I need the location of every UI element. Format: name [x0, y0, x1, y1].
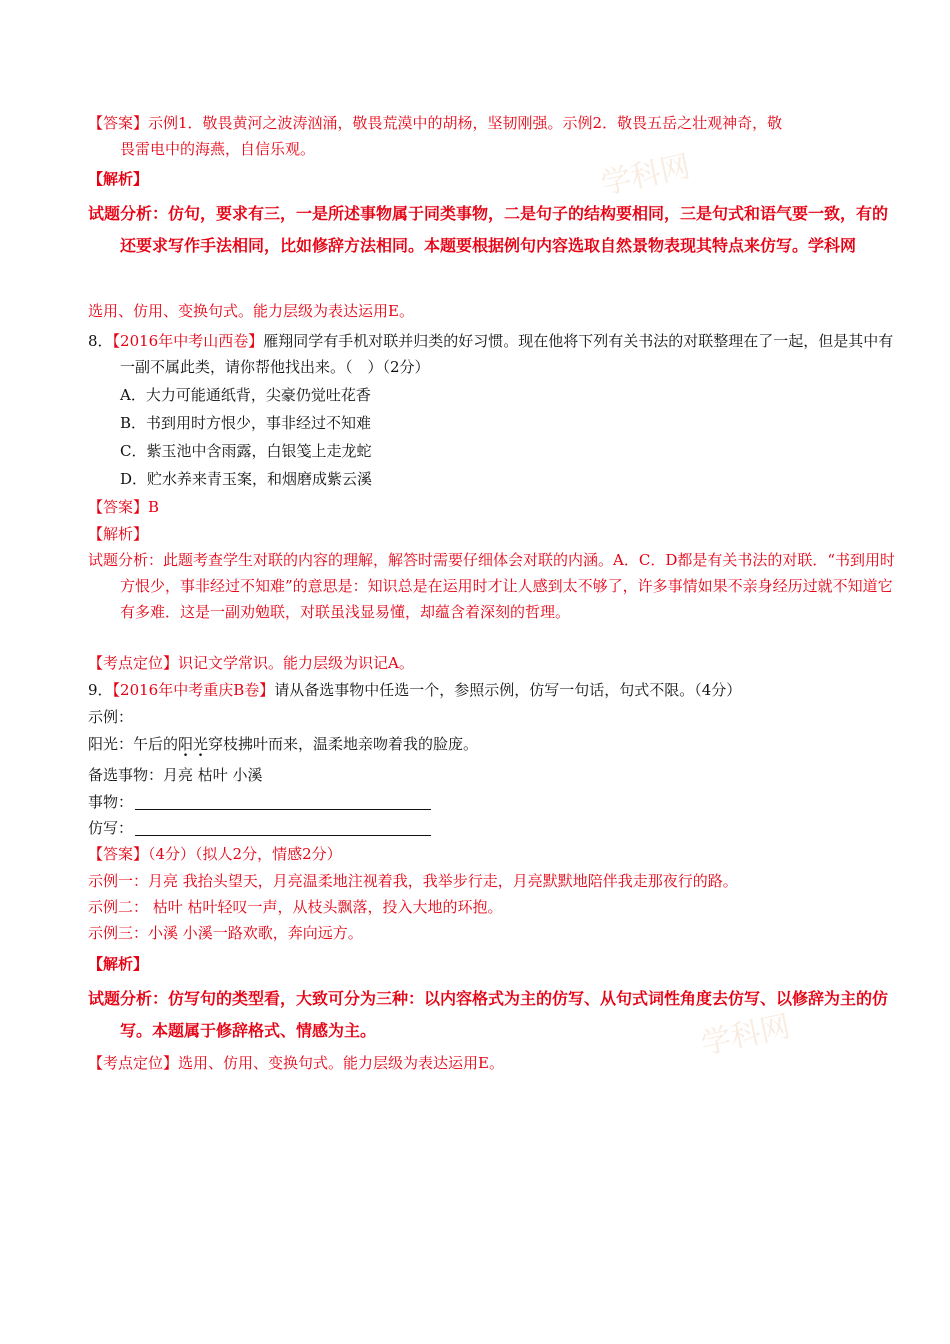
q9-example-label: 示例：: [88, 708, 134, 726]
q8-answer: 【答案】B: [88, 498, 160, 516]
q9-example: [88, 731, 868, 757]
watermark: 学科网: [698, 1008, 794, 1062]
q9-analysis: 试题分析：仿写句的类型看，大致可分为三种：以内容格式为主的仿写、从句式词性角度去仿写、以修辞为主的仿写。本题属于修辞格式、情感为主。: [88, 989, 889, 1040]
q7-kaodian: 选用、仿用、变换句式。能力层级为表达运用E。: [88, 302, 414, 320]
q8-option-a: A．大力可能通纸背，尖豪仍觉吐花香: [120, 386, 371, 404]
q7-answer: [88, 110, 868, 162]
example-emphasis: 阳: [178, 735, 194, 753]
q8-option-c: C．紫玉池中含雨露，白银笺上走龙蛇: [120, 442, 372, 460]
q7-analysis: 试题分析：仿句，要求有三，一是所述事物属于同类事物，二是句子的结构要相同，三是句式和语气要一致，有的还要求写作手法相同，比如修辞方法相同。本题要根据例句内容选取自然景物表现其特点来仿写。学科网: [88, 204, 889, 255]
q9-thing-row: [88, 789, 868, 815]
q8-kaodian: 【考点定位】识记文学常识。能力层级为识记A。: [88, 654, 414, 672]
q8-number: 8．: [88, 332, 113, 350]
q9-kaodian: 【考点定位】选用、仿用、变换句式。能力层级为表达运用E。: [88, 1054, 504, 1072]
q8-source: 【2016年中考山西卷】: [112, 332, 264, 350]
q9-number: 9．: [88, 681, 113, 699]
q9-stem: [88, 677, 868, 703]
q9-source: 【2016年中考重庆B卷】: [112, 681, 275, 699]
example-text: 穿枝拂叶而来，温柔地亲吻着我的脸庞。: [208, 735, 479, 753]
q9-example-3: 示例三：小溪 小溪一路欢歌，奔向远方。: [88, 924, 363, 942]
q8-stem-text: 雁翔同学有手机对联并归类的好习惯。现在他将下列有关书法的对联整理在了一起，但是其中有一副不属此类，请你帮他找出来。（ ）（2分）: [120, 332, 894, 376]
q9-example-2: 示例二： 枯叶 枯叶轻叹一声，从枝头飘落，投入大地的环抱。: [88, 898, 503, 916]
thing-label: 事物：: [88, 793, 134, 811]
q9-example-1: 示例一：月亮 我抬头望天，月亮温柔地注视着我，我举步行走，月亮默默地陪伴我走那夜行的路。: [88, 872, 738, 890]
q9-stem-text: 请从备选事物中任选一个，参照示例，仿写一句话，句式不限。（4分）: [274, 681, 742, 699]
q7-jiexi-heading: 【解析】: [88, 170, 149, 188]
q7-answer-line2: 畏雷电中的海燕，自信乐观。: [120, 140, 316, 158]
example-text: 阳光：午后的: [88, 735, 179, 753]
thing-blank: [135, 791, 431, 810]
example-emphasis: 光: [193, 735, 209, 753]
q8-analysis: 试题分析：此题考查学生对联的内容的理解，解答时需要仔细体会对联的内涵。A．C．D都是有关书法的对联．“书到用时方恨少，事非经过不知难”的意思是：知识总是在运用时才让人感到太不够了，许多事情如果不亲身经历过就不知道它有多难．这是一副劝勉联，对联虽浅显易懂，却蕴含着深刻的哲理。: [88, 551, 896, 621]
q9-imitate-row: [88, 815, 868, 841]
q8-stem: [88, 328, 900, 380]
q8-option-b: B．书到用时方恨少，事非经过不知难: [120, 414, 372, 432]
q9-jiexi-heading: 【解析】: [88, 955, 149, 973]
q7-answer-line1: 【答案】示例1．敬畏黄河之波涛汹涌，敬畏荒漠中的胡杨，坚韧刚强。示例2．敬畏五岳之壮观神奇，敬: [88, 114, 783, 132]
q9-candidates: 备选事物：月亮 枯叶 小溪: [88, 766, 263, 784]
q8-option-d: D．贮水养来青玉案，和烟磨成紫云溪: [120, 470, 373, 488]
watermark: 学科网: [598, 148, 694, 202]
q8-jiexi-heading: 【解析】: [88, 525, 149, 543]
imitate-label: 仿写：: [88, 819, 134, 837]
imitate-blank: [135, 817, 431, 836]
q9-answer: 【答案】（4分）（拟人2分，情感2分）: [88, 845, 342, 863]
